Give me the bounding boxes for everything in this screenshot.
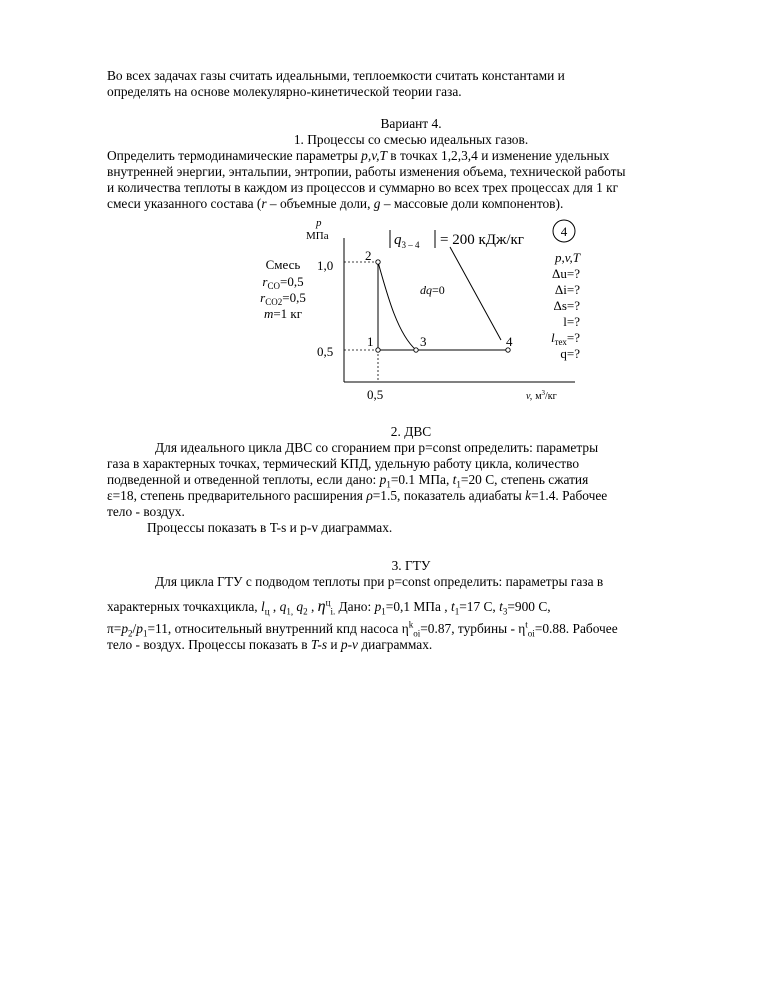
- tick-x: 0,5: [367, 387, 384, 402]
- text: =0,1 МПа ,: [385, 599, 451, 614]
- unknown-du: Δu=?: [552, 266, 580, 281]
- text: и: [327, 637, 341, 652]
- task1-line: внутренней энергии, энтальпии, энтропии, работы изменения объема, технической работы: [107, 164, 626, 179]
- p-italic: p: [379, 472, 387, 487]
- p1-italic: p: [136, 621, 143, 636]
- task3-line: Для цикла ГТУ с подводом теплоты при p=const определить: параметры газа в: [155, 574, 604, 589]
- heat-pointer-line: [450, 247, 501, 340]
- subscript: 1: [454, 606, 460, 617]
- point-3-label: 3: [420, 334, 427, 349]
- r-italic: r: [261, 196, 267, 211]
- text: ,: [269, 599, 280, 614]
- intro-paragraph: [107, 68, 715, 100]
- unknown-q: q=?: [560, 346, 580, 361]
- task2-line: газа в характерных точках, термический КПД, удельную работу цикла, количество: [107, 456, 580, 471]
- q1-italic: q: [279, 599, 287, 614]
- subscript: 2: [128, 628, 133, 639]
- pv-italic: p-v: [340, 637, 359, 652]
- eta-italic: η: [317, 598, 326, 615]
- subscript: 2: [303, 606, 308, 617]
- unknown-ltex: [551, 330, 580, 347]
- axis-v-unit-end: /кг: [545, 391, 557, 402]
- r-symbol: r: [260, 290, 266, 305]
- text: смеси указанного состава (: [107, 196, 262, 211]
- point-3-marker: [414, 348, 418, 352]
- intro-line: Во всех задачах газы считать идеальными, теплоемкости считать константами и: [107, 68, 565, 83]
- text: ε=18, степень предварительного расширения: [107, 488, 367, 503]
- variant-title: Вариант 4.: [380, 116, 442, 131]
- text: тело - воздух. Процессы показать в: [107, 637, 311, 652]
- text: /: [132, 621, 137, 636]
- subscript: oi: [527, 628, 535, 639]
- task2-paragraph: [107, 440, 715, 536]
- subscript: 1: [456, 479, 461, 490]
- r-symbol: r: [262, 274, 268, 289]
- subscript: 1,: [286, 606, 294, 617]
- text: =0.88. Рабочее: [534, 621, 618, 636]
- text: Дано:: [335, 599, 375, 614]
- superscript: ц: [325, 597, 331, 608]
- axis-p-unit: МПа: [306, 230, 329, 242]
- text: =0.87, турбины - η: [420, 621, 526, 636]
- text: =20 С, степень сжатия: [460, 472, 589, 487]
- axis-v-unit: м: [535, 391, 542, 402]
- mix-title: Смесь: [265, 257, 301, 272]
- m-value: =1 кг: [273, 306, 303, 321]
- subscript: i.: [330, 606, 336, 617]
- superscript: t: [525, 619, 528, 630]
- unknown-ds: Δs=?: [553, 298, 580, 313]
- unknown-l: l=?: [563, 314, 580, 329]
- unknown-di: Δi=?: [554, 282, 580, 297]
- task2-line: [107, 488, 715, 504]
- superscript: k: [408, 619, 414, 630]
- axis-v-label: [526, 389, 557, 402]
- task3-line: [107, 599, 715, 615]
- task2-line: Для идеального цикла ДВС со сгоранием при p=const определить: параметры: [155, 440, 599, 455]
- intro-line: определять на основе молекулярно-кинетической теории газа.: [107, 84, 462, 99]
- subscript: 1: [142, 628, 148, 639]
- k-italic: k: [525, 488, 532, 503]
- tick-y-high: 1,0: [317, 258, 334, 273]
- text: диаграммах.: [358, 637, 433, 652]
- m-symbol: m: [263, 306, 274, 321]
- t1-italic: t: [450, 599, 455, 614]
- text: =1.4. Рабочее: [531, 488, 608, 503]
- heat-q-subscript: 3 – 4: [401, 240, 420, 250]
- point-2-marker: [376, 260, 380, 264]
- heat-q-symbol: q: [394, 232, 402, 248]
- text: =0.1 МПа,: [390, 472, 453, 487]
- text: подведенной и отведенной теплоты, если дано:: [107, 472, 380, 487]
- mix-mass: [264, 306, 302, 321]
- l-value: =?: [566, 330, 580, 345]
- text: =17 С,: [459, 599, 500, 614]
- heat-value: = 200 кДж/кг: [440, 232, 524, 248]
- axis-p-label: p: [316, 217, 322, 229]
- p2-italic: p: [121, 621, 129, 636]
- task2-line: [107, 472, 715, 488]
- ts-italic: T-s: [310, 637, 328, 652]
- text: π=: [107, 621, 122, 636]
- mix-r-co: [262, 274, 303, 291]
- circle-number: 4: [560, 224, 568, 239]
- g-italic: g: [373, 196, 381, 211]
- task1-paragraph: [107, 148, 715, 212]
- axis-v-unit-sup: 3: [541, 389, 546, 397]
- task2-line: тело - воздух.: [107, 504, 185, 519]
- text: в точках 1,2,3,4 и изменение удельных: [386, 148, 610, 163]
- text: – объемные доли,: [266, 196, 374, 211]
- task2-line: Процессы показать в T-s и p-v диаграммах.: [147, 520, 393, 535]
- text: ,: [307, 599, 318, 614]
- axis-v-symbol: v,: [526, 391, 533, 402]
- heat-expression: [394, 232, 420, 250]
- text: =900 С,: [507, 599, 551, 614]
- subscript: 3: [502, 606, 508, 617]
- task3-heading: 3. ГТУ: [391, 558, 431, 573]
- task3-paragraph: [107, 574, 715, 653]
- text: =1.5, показатель адиабаты: [372, 488, 526, 503]
- p-italic: p: [374, 599, 382, 614]
- r-subscript: CO: [267, 281, 280, 291]
- unknown-params: p,v,T: [554, 250, 580, 265]
- point-2-label: 2: [365, 248, 372, 263]
- task1-line: [107, 148, 715, 164]
- text: – массовые доли компонентов).: [380, 196, 564, 211]
- t-italic: t: [452, 472, 457, 487]
- task1-line: [107, 196, 715, 212]
- text: Определить термодинамические параметры: [107, 148, 362, 163]
- pv-diagram: [220, 212, 590, 407]
- point-1-label: 1: [367, 334, 374, 349]
- task3-line: [107, 621, 715, 637]
- subscript: ц: [264, 606, 270, 617]
- l-subscript: тех: [554, 337, 567, 347]
- task2-heading: 2. ДВС: [390, 424, 432, 439]
- q2-italic: q: [296, 599, 304, 614]
- text: характерных точкахцикла,: [107, 599, 261, 614]
- point-1-marker: [376, 348, 380, 352]
- r-subscript: CO2: [265, 297, 283, 307]
- t3-italic: t: [499, 599, 503, 614]
- text: =11, относительный внутренний кпд насоса η: [147, 621, 409, 636]
- point-4-label: 4: [506, 334, 513, 349]
- dq-value: =0: [432, 283, 445, 297]
- params-italic: p,v,T: [361, 148, 387, 163]
- l-italic: l: [261, 599, 265, 614]
- l-symbol: l: [550, 330, 555, 345]
- subscript: 1: [381, 606, 386, 617]
- task3-line: [107, 637, 715, 653]
- mix-r-co2: [260, 290, 306, 307]
- dq-symbol: dq: [420, 283, 432, 297]
- task1-heading: 1. Процессы со смесью идеальных газов.: [293, 132, 529, 147]
- tick-y-low: 0,5: [317, 344, 334, 359]
- adiabatic-label: [420, 283, 445, 297]
- r-value: =0,5: [282, 290, 306, 305]
- process-2-3: [378, 262, 416, 350]
- task1-line: и количества теплоты в каждом из процессов и суммарно во всех трех процессах для 1 кг: [107, 180, 619, 195]
- r-value: =0,5: [279, 274, 304, 289]
- subscript: 1: [386, 479, 391, 490]
- rho-italic: ρ: [366, 488, 373, 503]
- subscript: oi: [413, 628, 421, 639]
